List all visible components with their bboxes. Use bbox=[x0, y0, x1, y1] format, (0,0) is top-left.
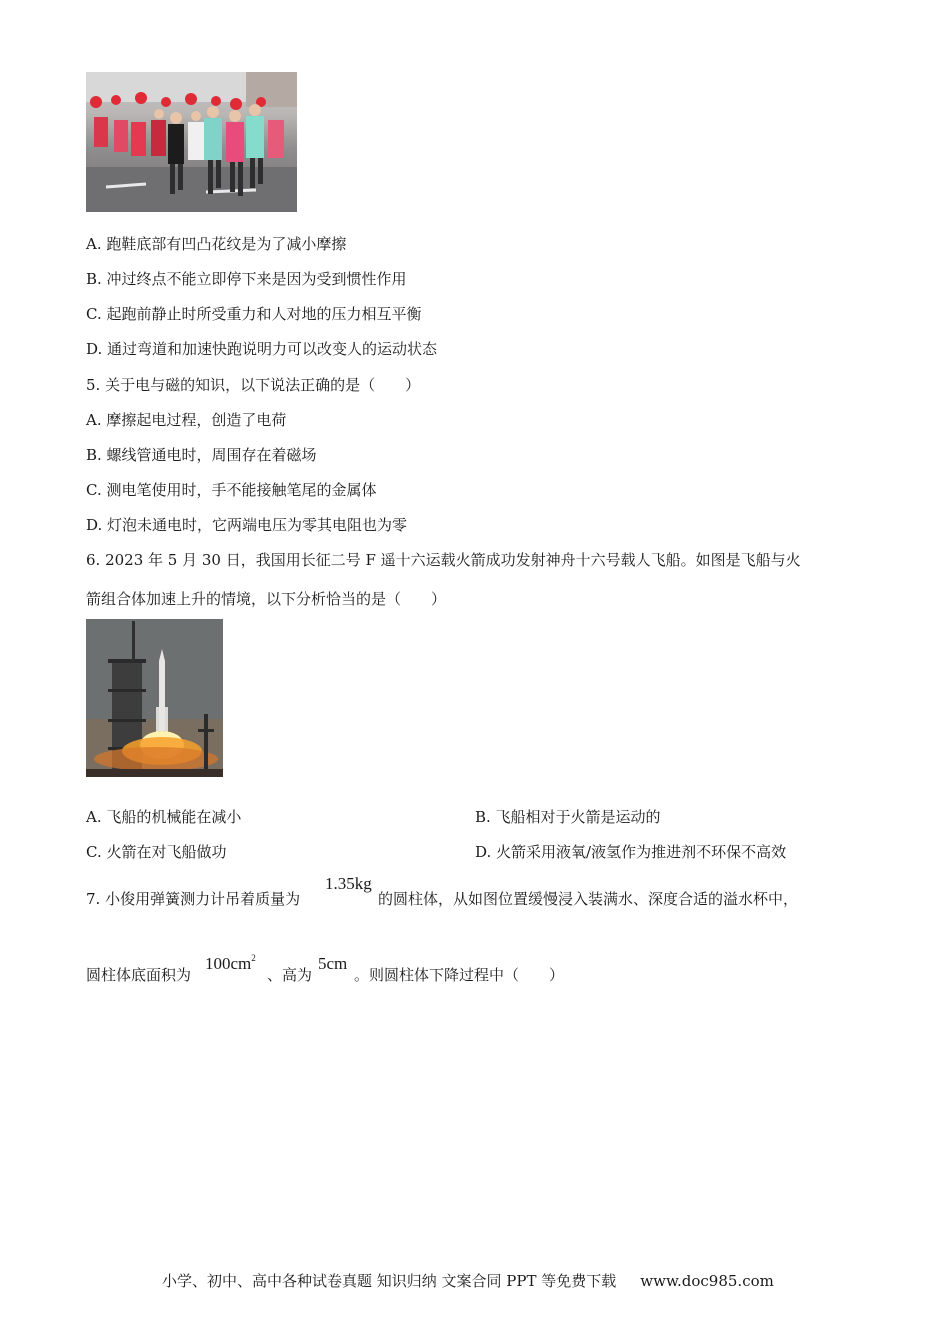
q5-stem: 5. 关于电与磁的知识，以下说法正确的是（ ） bbox=[86, 376, 421, 394]
q5-option-b: B. 螺线管通电时，周围存在着磁场 bbox=[86, 446, 317, 464]
q6-option-b: B. 飞船相对于火箭是运动的 bbox=[475, 808, 661, 826]
q7-height-value: 5cm bbox=[318, 954, 348, 973]
q5-option-d: D. 灯泡未通电时，它两端电压为零其电阻也为零 bbox=[86, 516, 408, 534]
page-footer bbox=[162, 1270, 774, 1291]
marathon-photo bbox=[86, 72, 297, 212]
q4-option-a: A. 跑鞋底部有凹凸花纹是为了减小摩擦 bbox=[86, 235, 347, 253]
q6-option-c: C. 火箭在对飞船做功 bbox=[86, 843, 227, 861]
q7-text-4: 、高为 bbox=[267, 966, 313, 984]
footer-url[interactable]: www.doc985.com bbox=[640, 1272, 774, 1290]
q4-option-d: D. 通过弯道和加速快跑说明力可以改变人的运动状态 bbox=[86, 340, 438, 358]
footer-text: 小学、初中、高中各种试卷真题 知识归纳 文案合同 PPT 等免费下载 bbox=[162, 1272, 617, 1290]
q7-area-number: 100cm bbox=[205, 954, 252, 973]
q6-option-d: D. 火箭采用液氧/液氢作为推进剂不环保不高效 bbox=[475, 843, 787, 861]
rocket-launch-photo bbox=[86, 619, 223, 777]
q5-option-a: A. 摩擦起电过程，创造了电荷 bbox=[86, 411, 287, 429]
q7-mass-value: 1.35kg bbox=[325, 874, 372, 893]
q7-text-2: 的圆柱体，从如图位置缓慢浸入装满水、深度合适的溢水杯中， bbox=[378, 890, 799, 908]
q7-area-value bbox=[205, 954, 256, 974]
q6-option-a: A. 飞船的机械能在减小 bbox=[86, 808, 242, 826]
q6-stem-line2: 箭组合体加速上升的情境，以下分析恰当的是（ ） bbox=[86, 590, 447, 608]
q5-option-c: C. 测电笔使用时，手不能接触笔尾的金属体 bbox=[86, 481, 377, 499]
q7-text-5: 。则圆柱体下降过程中（ ） bbox=[354, 966, 565, 984]
rocket-illustration bbox=[86, 619, 223, 777]
q4-option-c: C. 起跑前静止时所受重力和人对地的压力相互平衡 bbox=[86, 305, 422, 323]
marathon-illustration bbox=[86, 72, 297, 212]
q6-stem-line1: 6. 2023 年 5 月 30 日，我国用长征二号 F 遥十六运载火箭成功发射神舟十六号载人飞船。如图是飞船与火 bbox=[86, 551, 801, 569]
q7-text-3: 圆柱体底面积为 bbox=[86, 966, 192, 984]
q7-area-exponent: 2 bbox=[251, 953, 256, 963]
q4-option-b: B. 冲过终点不能立即停下来是因为受到惯性作用 bbox=[86, 270, 407, 288]
q7-text-1: 7. 小俊用弹簧测力计吊着质量为 bbox=[86, 890, 301, 908]
